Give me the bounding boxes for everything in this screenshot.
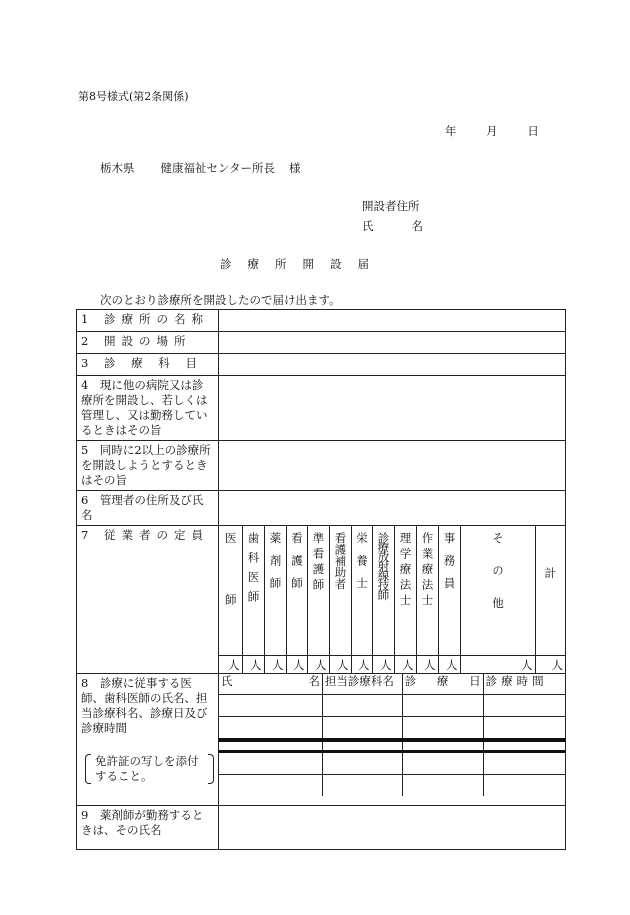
staff-unit[interactable]: 人 xyxy=(416,656,438,674)
row-label-manager: 6 管理者の住所及び氏名 xyxy=(77,491,219,526)
staff-unit[interactable]: 人 xyxy=(351,656,372,674)
staff-col-other: その他 xyxy=(460,526,535,656)
staff-col-pharmacist: 薬剤師 xyxy=(264,526,286,656)
staff-unit[interactable]: 人 xyxy=(242,656,264,674)
doctors-cell[interactable] xyxy=(483,775,565,797)
doctors-header-dept: 担当診療科名 xyxy=(322,674,402,695)
addressee-honorific: 様 xyxy=(289,161,301,175)
form-table xyxy=(76,309,566,850)
staff-col-total: 計 xyxy=(535,526,565,656)
staff-unit[interactable]: 人 xyxy=(329,656,351,674)
doctors-cell[interactable] xyxy=(483,695,565,717)
row-label-staff: 7 従業者の定員 xyxy=(77,526,219,674)
row-label-location: 2 開設の場所 xyxy=(77,332,219,354)
doctors-cell[interactable] xyxy=(219,695,322,717)
row-label-departments: 3 診 療 科 目 xyxy=(77,354,219,376)
staff-col-clerk: 事務員 xyxy=(438,526,460,656)
doctors-separator xyxy=(322,740,402,752)
applicant-address-label: 開設者住所 xyxy=(362,199,420,213)
row-value-pharmacist[interactable] xyxy=(219,806,566,850)
doctors-header-name xyxy=(219,674,322,695)
staff-unit[interactable]: 人 xyxy=(438,656,460,674)
staff-table-cell xyxy=(219,526,566,674)
row-value-name[interactable] xyxy=(219,310,566,332)
staff-unit[interactable]: 人 xyxy=(264,656,286,674)
doctors-separator xyxy=(402,740,483,752)
row-label-doctors xyxy=(77,674,219,806)
row-value-location[interactable] xyxy=(219,332,566,354)
staff-col-nurse: 看護師 xyxy=(286,526,307,656)
doctors-cell[interactable] xyxy=(219,717,322,741)
doctors-table-cell xyxy=(219,674,566,806)
row-value-other-facility[interactable] xyxy=(219,376,566,441)
staff-col-occupational-therapist: 作業療法士 xyxy=(416,526,438,656)
doctors-cell[interactable] xyxy=(322,695,402,717)
doctors-cell[interactable] xyxy=(219,752,322,775)
staff-unit[interactable]: 人 xyxy=(460,656,535,674)
applicant-name-1: 氏 xyxy=(362,219,374,233)
staff-col-doctor: 医師 xyxy=(223,532,238,655)
applicant-name-label xyxy=(362,218,423,234)
staff-col-dietitian: 栄養士 xyxy=(351,526,372,656)
doctors-header-day: 診 療 日 xyxy=(402,674,483,695)
day-label: 日 xyxy=(527,124,539,138)
applicant-name-2: 名 xyxy=(411,219,423,233)
staff-unit[interactable]: 人 xyxy=(394,656,416,674)
doctors-table xyxy=(219,674,565,796)
row-value-manager[interactable] xyxy=(219,491,566,526)
doctors-cell[interactable] xyxy=(322,717,402,741)
row-label-name: 1 診療所の名称 xyxy=(77,310,219,332)
staff-table xyxy=(219,526,565,673)
doctors-cell[interactable] xyxy=(402,717,483,741)
doctors-cell[interactable] xyxy=(402,695,483,717)
license-note: 免許証の写しを添付すること。 xyxy=(85,754,214,784)
staff-unit[interactable]: 人 xyxy=(535,656,565,674)
staff-col-radiologist: 診療放射線技師 xyxy=(372,526,394,656)
doctors-header-hours: 診療時間 xyxy=(483,674,565,695)
staff-col-dentist: 歯科医師 xyxy=(242,526,264,656)
form-number: 第8号様式(第2条関係) xyxy=(78,90,189,103)
row-label-other-facility: 4 現に他の病院又は診療所を開設し、若しくは管理し、又は勤務しているときはその旨 xyxy=(77,376,219,441)
doctors-header-name-1: 氏 xyxy=(221,674,233,688)
addressee-prefecture: 栃木県 xyxy=(100,161,135,175)
doctors-cell[interactable] xyxy=(402,752,483,775)
doctors-cell[interactable] xyxy=(483,752,565,775)
staff-unit[interactable]: 人 xyxy=(307,656,329,674)
doctors-cell[interactable] xyxy=(219,775,322,797)
row-value-multiple-clinics[interactable] xyxy=(219,441,566,491)
staff-col-nursing-aide: 看護補助者 xyxy=(329,526,351,656)
doctors-cell[interactable] xyxy=(483,717,565,741)
intro-text: 次のとおり診療所を開設したので届け出ます。 xyxy=(100,293,341,307)
document-title: 診療所開設届 xyxy=(220,257,385,271)
year-label: 年 xyxy=(445,124,457,138)
row-label-pharmacist: 9 薬剤師が勤務するときは、その氏名 xyxy=(77,806,219,850)
staff-unit[interactable]: 人 xyxy=(372,656,394,674)
addressee-office: 健康福祉センター所長 xyxy=(160,161,276,175)
doctors-cell[interactable] xyxy=(322,775,402,797)
month-label: 月 xyxy=(486,124,498,138)
doctors-header-name-2: 名 xyxy=(308,674,320,688)
addressee xyxy=(100,160,301,176)
doctors-cell[interactable] xyxy=(322,752,402,775)
row-value-departments[interactable] xyxy=(219,354,566,376)
staff-unit[interactable]: 人 xyxy=(219,656,242,674)
staff-unit[interactable]: 人 xyxy=(286,656,307,674)
doctors-separator xyxy=(483,740,565,752)
staff-col-assistant-nurse: 準看護師 xyxy=(307,526,329,656)
doctors-label-text: 8 診療に従事する医師、歯科医師の氏名、担当診療科名、診療日及び診療時間 xyxy=(81,676,208,735)
doctors-separator xyxy=(219,740,322,752)
row-label-multiple-clinics: 5 同時に2以上の診療所を開設しようとするときはその旨 xyxy=(77,441,219,491)
doctors-cell[interactable] xyxy=(402,775,483,797)
staff-col-physical-therapist: 理学療法士 xyxy=(394,526,416,656)
date-line xyxy=(445,123,565,139)
